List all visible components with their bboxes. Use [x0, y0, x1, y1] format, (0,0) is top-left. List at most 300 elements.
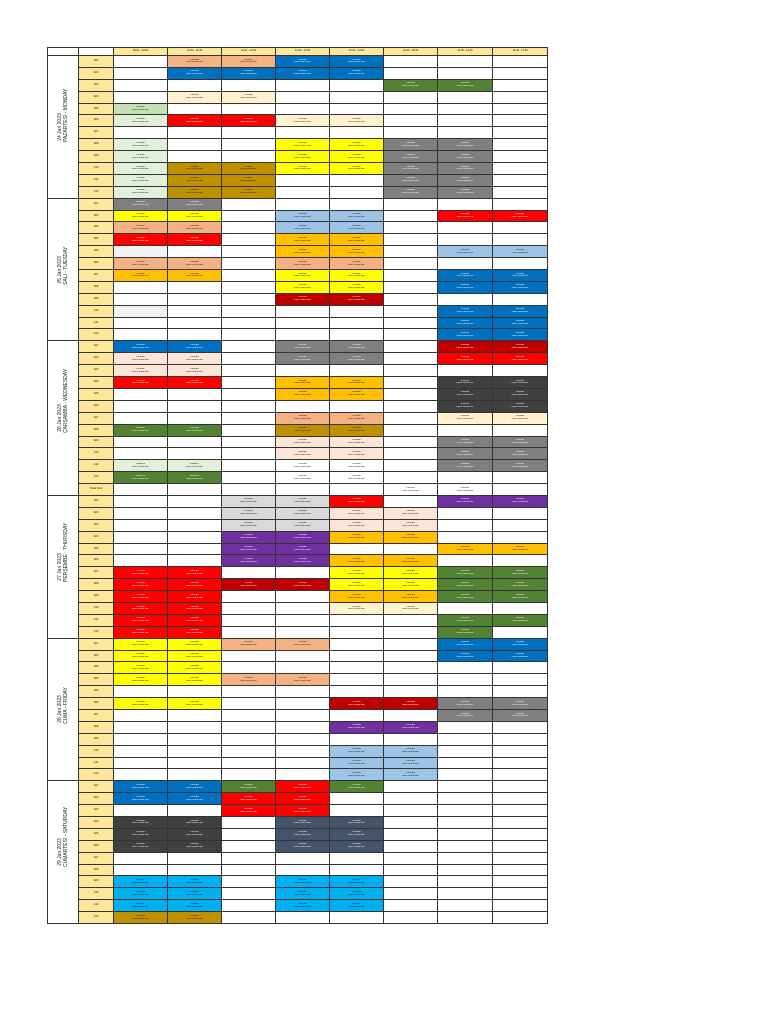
exam-title: Imtihan: [460, 641, 470, 644]
exam-cell: [222, 698, 276, 710]
exam-instructor: Ders Hoca Adı: [186, 703, 203, 706]
corner-cell: [79, 48, 114, 56]
exam-instructor: Ders Hoca Adı: [132, 893, 149, 896]
exam-instructor: Ders Hoca Adı: [348, 156, 365, 159]
exam-title: Imtihan: [352, 831, 361, 834]
exam-instructor: Ders Hoca Adı: [348, 430, 365, 433]
exam-instructor: Ders Hoca Adı: [186, 786, 203, 789]
exam-cell: [330, 365, 384, 377]
exam-instructor: Ders Hoca Adı: [511, 382, 529, 385]
exam-instructor: Ders Hoca Adı: [132, 227, 149, 230]
exam-cell: [438, 876, 493, 888]
exam-cell: [438, 400, 493, 412]
exam-title: Imtihan: [352, 843, 361, 846]
exam-instructor: Ders Hoca Adı: [348, 786, 365, 789]
exam-cell: [330, 412, 384, 424]
exam-cell: [276, 698, 330, 710]
exam-instructor: Ders Hoca Adı: [132, 263, 149, 266]
exam-title: Imtihan: [352, 783, 361, 786]
exam-cell: [438, 91, 493, 103]
exam-cell: [222, 817, 276, 829]
exam-instructor: Ders Hoca Adı: [240, 537, 257, 540]
room-label: A04: [79, 234, 114, 246]
exam-cell: [114, 745, 168, 757]
exam-cell: [493, 733, 548, 745]
exam-title: Imtihan: [460, 403, 470, 406]
exam-title: Imtihan: [190, 664, 199, 667]
schedule-row: [48, 828, 548, 840]
exam-title: Imtihan: [190, 629, 199, 632]
exam-title: Imtihan: [460, 439, 470, 442]
exam-cell: [438, 293, 493, 305]
exam-cell: [493, 79, 548, 91]
exam-cell: [384, 329, 438, 341]
exam-instructor: Ders Hoca Adı: [348, 61, 365, 64]
exam-instructor: Ders Hoca Adı: [511, 465, 529, 468]
exam-cell: [276, 436, 330, 448]
schedule-row: [48, 698, 548, 710]
exam-cell: [114, 174, 168, 186]
exam-title: Lavas B: [189, 474, 200, 477]
exam-cell: [384, 543, 438, 555]
exam-instructor: Ders Hoca Adı: [132, 655, 149, 658]
exam-title: Lavas A: [189, 462, 200, 465]
exam-cell: [114, 210, 168, 222]
exam-title: Imtihan: [352, 522, 361, 525]
exam-cell: [114, 281, 168, 293]
exam-cell: [330, 638, 384, 650]
exam-cell: [114, 139, 168, 151]
exam-cell: [114, 757, 168, 769]
exam-title: Imtihan: [298, 890, 307, 893]
exam-title: Imtihan: [460, 213, 470, 216]
exam-title: Imtihan: [136, 795, 145, 798]
exam-cell: [276, 222, 330, 234]
exam-cell: [330, 567, 384, 579]
exam-title: Imtihan: [352, 141, 361, 144]
exam-cell: [276, 900, 330, 912]
exam-cell: [330, 709, 384, 721]
room-label: A03: [79, 365, 114, 377]
exam-cell: [384, 507, 438, 519]
exam-cell: [438, 543, 493, 555]
exam-title: Imtihan: [352, 379, 361, 382]
exam-instructor: Ders Hoca Adı: [456, 584, 474, 587]
exam-title: Imtihan: [136, 629, 145, 632]
exam-cell: [114, 591, 168, 603]
exam-cell: [330, 757, 384, 769]
exam-title: Imtihan: [515, 355, 525, 358]
exam-instructor: Ders Hoca Adı: [294, 548, 311, 551]
exam-cell: [493, 793, 548, 805]
schedule-row: [48, 555, 548, 567]
exam-title: Imtihan: [298, 296, 307, 299]
exam-title: Imtihan: [515, 712, 525, 715]
schedule-row: [48, 234, 548, 246]
room-label: A09: [79, 436, 114, 448]
exam-cell: [168, 258, 222, 270]
exam-title: Imtihan: [190, 653, 199, 656]
day-label-line: CUMARTESİ - SATURDAY: [63, 806, 69, 868]
exam-cell: [438, 365, 493, 377]
exam-instructor: Ders Hoca Adı: [240, 548, 257, 551]
exam-cell: [222, 258, 276, 270]
exam-cell: [438, 388, 493, 400]
exam-cell: [222, 674, 276, 686]
timeslot-header: 12:00 - 13:00: [276, 48, 330, 56]
exam-title: Imtihan: [406, 700, 415, 703]
exam-cell: [168, 305, 222, 317]
exam-cell: [276, 912, 330, 924]
exam-cell: [222, 484, 276, 496]
exam-cell: [438, 186, 493, 198]
schedule-row: [48, 650, 548, 662]
exam-instructor: Ders Hoca Adı: [294, 881, 311, 884]
day-label-line: PAZARTESİ - MONDAY: [63, 88, 69, 142]
exam-cell: [114, 912, 168, 924]
exam-cell: [222, 543, 276, 555]
exam-cell: [222, 174, 276, 186]
exam-cell: [493, 828, 548, 840]
schedule-row: [48, 103, 548, 115]
exam-instructor: Ders Hoca Adı: [294, 263, 311, 266]
exam-instructor: Ders Hoca Adı: [348, 144, 365, 147]
exam-cell: [438, 115, 493, 127]
exam-cell: [438, 912, 493, 924]
exam-title: Imtihan: [515, 700, 525, 703]
exam-instructor: Ders Hoca Adı: [186, 584, 203, 587]
exam-instructor: Ders Hoca Adı: [132, 275, 149, 278]
room-label: A04: [79, 531, 114, 543]
schedule-row: [48, 757, 548, 769]
exam-cell: [114, 650, 168, 662]
schedule-row: [48, 270, 548, 282]
exam-title: Imtihan: [136, 902, 145, 905]
exam-cell: [222, 805, 276, 817]
exam-instructor: Ders Hoca Adı: [294, 786, 311, 789]
exam-title: Imtihan: [515, 462, 525, 465]
exam-instructor: Ders Hoca Adı: [132, 109, 149, 111]
exam-cell: [493, 424, 548, 436]
schedule-row: [48, 139, 548, 151]
exam-title: Imtihan: [406, 593, 415, 596]
room-label: A09: [79, 591, 114, 603]
exam-cell: [493, 876, 548, 888]
exam-cell: [114, 353, 168, 365]
exam-title: Imtihan: [298, 141, 307, 144]
exam-cell: [168, 626, 222, 638]
exam-instructor: Ders Hoca Adı: [348, 751, 365, 754]
exam-title: Imtihan: [406, 510, 415, 513]
exam-cell: [384, 721, 438, 733]
exam-cell: [384, 103, 438, 115]
exam-instructor: Ders Hoca Adı: [294, 644, 311, 647]
exam-cell: [114, 103, 168, 115]
exam-title: Imtihan: [298, 165, 307, 168]
exam-instructor: Ders Hoca Adı: [132, 346, 149, 349]
exam-cell: [493, 317, 548, 329]
exam-cell: [276, 591, 330, 603]
exam-cell: [114, 864, 168, 876]
exam-instructor: Ders Hoca Adı: [294, 156, 311, 159]
exam-cell: [222, 900, 276, 912]
exam-title: Imtihan: [515, 332, 525, 335]
schedule-row: [48, 840, 548, 852]
exam-instructor: Ders Hoca Adı: [132, 120, 149, 123]
exam-cell: [114, 638, 168, 650]
exam-cell: [493, 329, 548, 341]
schedule-row: [48, 591, 548, 603]
exam-instructor: Ders Hoca Adı: [294, 418, 311, 421]
schedule-row: [48, 67, 548, 79]
exam-cell: [493, 91, 548, 103]
schedule-row: [48, 543, 548, 555]
exam-instructor: Ders Hoca Adı: [348, 287, 365, 290]
exam-instructor: Ders Hoca Adı: [511, 441, 529, 444]
exam-cell: [222, 888, 276, 900]
exam-cell: [438, 781, 493, 793]
room-label: A02: [79, 210, 114, 222]
exam-instructor: Ders Hoca Adı: [456, 334, 474, 337]
exam-instructor: Ders Hoca Adı: [348, 216, 365, 219]
exam-instructor: Ders Hoca Adı: [240, 679, 257, 682]
exam-instructor: Ders Hoca Adı: [456, 216, 474, 219]
exam-title: Imtihan: [352, 593, 361, 596]
exam-instructor: Ders Hoca Adı: [132, 239, 149, 242]
exam-title: Imtihan: [190, 676, 199, 679]
exam-cell: [330, 650, 384, 662]
schedule-row: [48, 912, 548, 924]
exam-cell: [222, 186, 276, 198]
exam-instructor: Ders Hoca Adı: [348, 584, 365, 587]
exam-cell: [276, 567, 330, 579]
exam-cell: [493, 412, 548, 424]
day-label-line: 28 Jan 2023: [57, 695, 63, 724]
exam-cell: [330, 341, 384, 353]
exam-cell: [493, 365, 548, 377]
room-label: A07: [79, 127, 114, 139]
schedule-row: [48, 876, 548, 888]
exam-instructor: Ders Hoca Adı: [240, 501, 257, 504]
timeslot-header: 13:00 - 14:00: [330, 48, 384, 56]
exam-cell: [493, 686, 548, 698]
exam-cell: [384, 341, 438, 353]
exam-cell: [493, 460, 548, 472]
exam-instructor: Ders Hoca Adı: [402, 762, 419, 765]
exam-instructor: Ders Hoca Adı: [186, 917, 203, 920]
exam-cell: [114, 662, 168, 674]
exam-cell: [438, 329, 493, 341]
exam-cell: [438, 805, 493, 817]
exam-title: Imtihan: [352, 236, 361, 239]
exam-cell: [438, 270, 493, 282]
exam-cell: [168, 614, 222, 626]
day-label-line: 24 Jan 2023: [57, 113, 63, 141]
exam-instructor: Ders Hoca Adı: [186, 596, 203, 599]
exam-cell: [168, 127, 222, 139]
exam-cell: [384, 686, 438, 698]
exam-instructor: Ders Hoca Adı: [456, 168, 474, 171]
exam-instructor: Ders Hoca Adı: [240, 180, 257, 183]
exam-instructor: Ders Hoca Adı: [511, 620, 529, 623]
exam-cell: [384, 115, 438, 127]
exam-cell: [222, 721, 276, 733]
exam-cell: [438, 888, 493, 900]
exam-cell: [114, 258, 168, 270]
exam-title: Imtihan: [190, 617, 199, 620]
exam-cell: [438, 460, 493, 472]
exam-title: Imtihan: [244, 783, 253, 786]
exam-instructor: Ders Hoca Adı: [456, 703, 474, 706]
exam-title: Imtihan: [244, 58, 253, 61]
exam-title: Imtihan: [136, 890, 145, 893]
schedule-row: [48, 56, 548, 68]
exam-title: Imtihan: [190, 343, 199, 346]
exam-instructor: Ders Hoca Adı: [132, 596, 149, 599]
exam-instructor: Ders Hoca Adı: [402, 572, 419, 575]
exam-instructor: Ders Hoca Adı: [511, 418, 529, 421]
exam-title: Imtihan: [298, 807, 307, 810]
exam-cell: [493, 888, 548, 900]
exam-title: Imtihan: [298, 415, 307, 418]
schedule-row: [48, 127, 548, 139]
exam-title: Imtihan: [460, 320, 470, 323]
exam-cell: [438, 817, 493, 829]
exam-cell: [330, 888, 384, 900]
exam-cell: [168, 686, 222, 698]
exam-cell: [222, 745, 276, 757]
exam-cell: [330, 602, 384, 614]
exam-title: Imtihan: [244, 641, 253, 644]
exam-cell: [384, 484, 438, 496]
schedule-row: [48, 769, 548, 781]
exam-cell: [384, 388, 438, 400]
exam-cell: [222, 127, 276, 139]
exam-instructor: Ders Hoca Adı: [240, 584, 257, 587]
exam-cell: [330, 781, 384, 793]
exam-cell: [438, 531, 493, 543]
exam-instructor: Ders Hoca Adı: [186, 204, 203, 207]
exam-instructor: Ders Hoca Adı: [511, 358, 529, 361]
exam-title: Imtihan: [298, 522, 307, 525]
exam-cell: [330, 329, 384, 341]
exam-instructor: Ders Hoca Adı: [294, 822, 311, 825]
exam-cell: [438, 198, 493, 210]
exam-cell: [493, 769, 548, 781]
room-label: A01: [79, 781, 114, 793]
exam-cell: [493, 912, 548, 924]
exam-cell: [330, 793, 384, 805]
exam-cell: [222, 365, 276, 377]
schedule-row: [48, 79, 548, 91]
exam-cell: [384, 246, 438, 258]
exam-cell: [114, 270, 168, 282]
exam-cell: [384, 650, 438, 662]
exam-instructor: Ders Hoca Adı: [348, 465, 365, 468]
exam-title: Imtihan: [298, 498, 307, 501]
exam-instructor: Ders Hoca Adı: [348, 881, 365, 884]
exam-instructor: Ders Hoca Adı: [511, 703, 529, 706]
exam-cell: [330, 103, 384, 115]
exam-instructor: Ders Hoca Adı: [186, 798, 203, 801]
exam-instructor: Ders Hoca Adı: [132, 881, 149, 884]
day-label-line: PERŞEMBE - THURSDAY: [63, 522, 69, 582]
exam-cell: [384, 198, 438, 210]
exam-cell: [168, 365, 222, 377]
exam-cell: [493, 163, 548, 175]
exam-instructor: Ders Hoca Adı: [186, 73, 203, 76]
exam-title: Imtihan: [244, 510, 253, 513]
exam-cell: [276, 828, 330, 840]
exam-cell: [168, 805, 222, 817]
exam-title: Imtihan: [352, 284, 361, 287]
exam-cell: [330, 591, 384, 603]
exam-cell: [384, 840, 438, 852]
exam-cell: [493, 270, 548, 282]
exam-cell: [222, 163, 276, 175]
exam-cell: [330, 353, 384, 365]
exam-title: Imtihan: [515, 379, 525, 382]
exam-title: Imtihan: [406, 605, 415, 608]
exam-cell: [493, 817, 548, 829]
room-label: A03: [79, 805, 114, 817]
exam-cell: [330, 436, 384, 448]
exam-cell: [493, 210, 548, 222]
exam-instructor: Ders Hoca Adı: [186, 644, 203, 647]
exam-cell: [330, 495, 384, 507]
exam-instructor: Ders Hoca Adı: [456, 655, 474, 658]
day-label-cell: [48, 638, 79, 781]
exam-title: Imtihan: [515, 439, 525, 442]
exam-cell: [276, 650, 330, 662]
exam-title: Imtihan: [190, 236, 199, 239]
exam-title: Imtihan: [244, 94, 253, 97]
exam-title: Imtihan: [190, 260, 199, 263]
exam-cell: [438, 472, 493, 484]
exam-cell: [168, 472, 222, 484]
exam-title: Imtihan: [352, 462, 361, 465]
exam-cell: [438, 163, 493, 175]
exam-cell: [222, 912, 276, 924]
exam-cell: [493, 781, 548, 793]
exam-cell: [276, 210, 330, 222]
exam-title: Imtihan: [406, 522, 415, 525]
exam-instructor: Ders Hoca Adı: [132, 216, 149, 219]
exam-title: Imtihan: [298, 225, 307, 227]
exam-cell: [276, 139, 330, 151]
schedule-row: [48, 733, 548, 745]
exam-cell: [168, 424, 222, 436]
exam-cell: [493, 698, 548, 710]
exam-title: Imtihan: [244, 177, 253, 180]
exam-cell: [493, 139, 548, 151]
schedule-row: [48, 258, 548, 270]
exam-cell: [168, 115, 222, 127]
exam-title: Imtihan: [352, 415, 361, 418]
exam-cell: [438, 793, 493, 805]
schedule-row: [48, 460, 548, 472]
exam-instructor: Ders Hoca Adı: [294, 239, 311, 242]
exam-instructor: Ders Hoca Adı: [132, 370, 149, 373]
exam-cell: [114, 626, 168, 638]
exam-instructor: Ders Hoca Adı: [240, 560, 257, 563]
exam-cell: [114, 293, 168, 305]
exam-cell: [222, 472, 276, 484]
exam-title: Imtihan: [298, 462, 307, 465]
exam-cell: [438, 448, 493, 460]
exam-instructor: Ders Hoca Adı: [294, 453, 311, 456]
exam-cell: [222, 377, 276, 389]
